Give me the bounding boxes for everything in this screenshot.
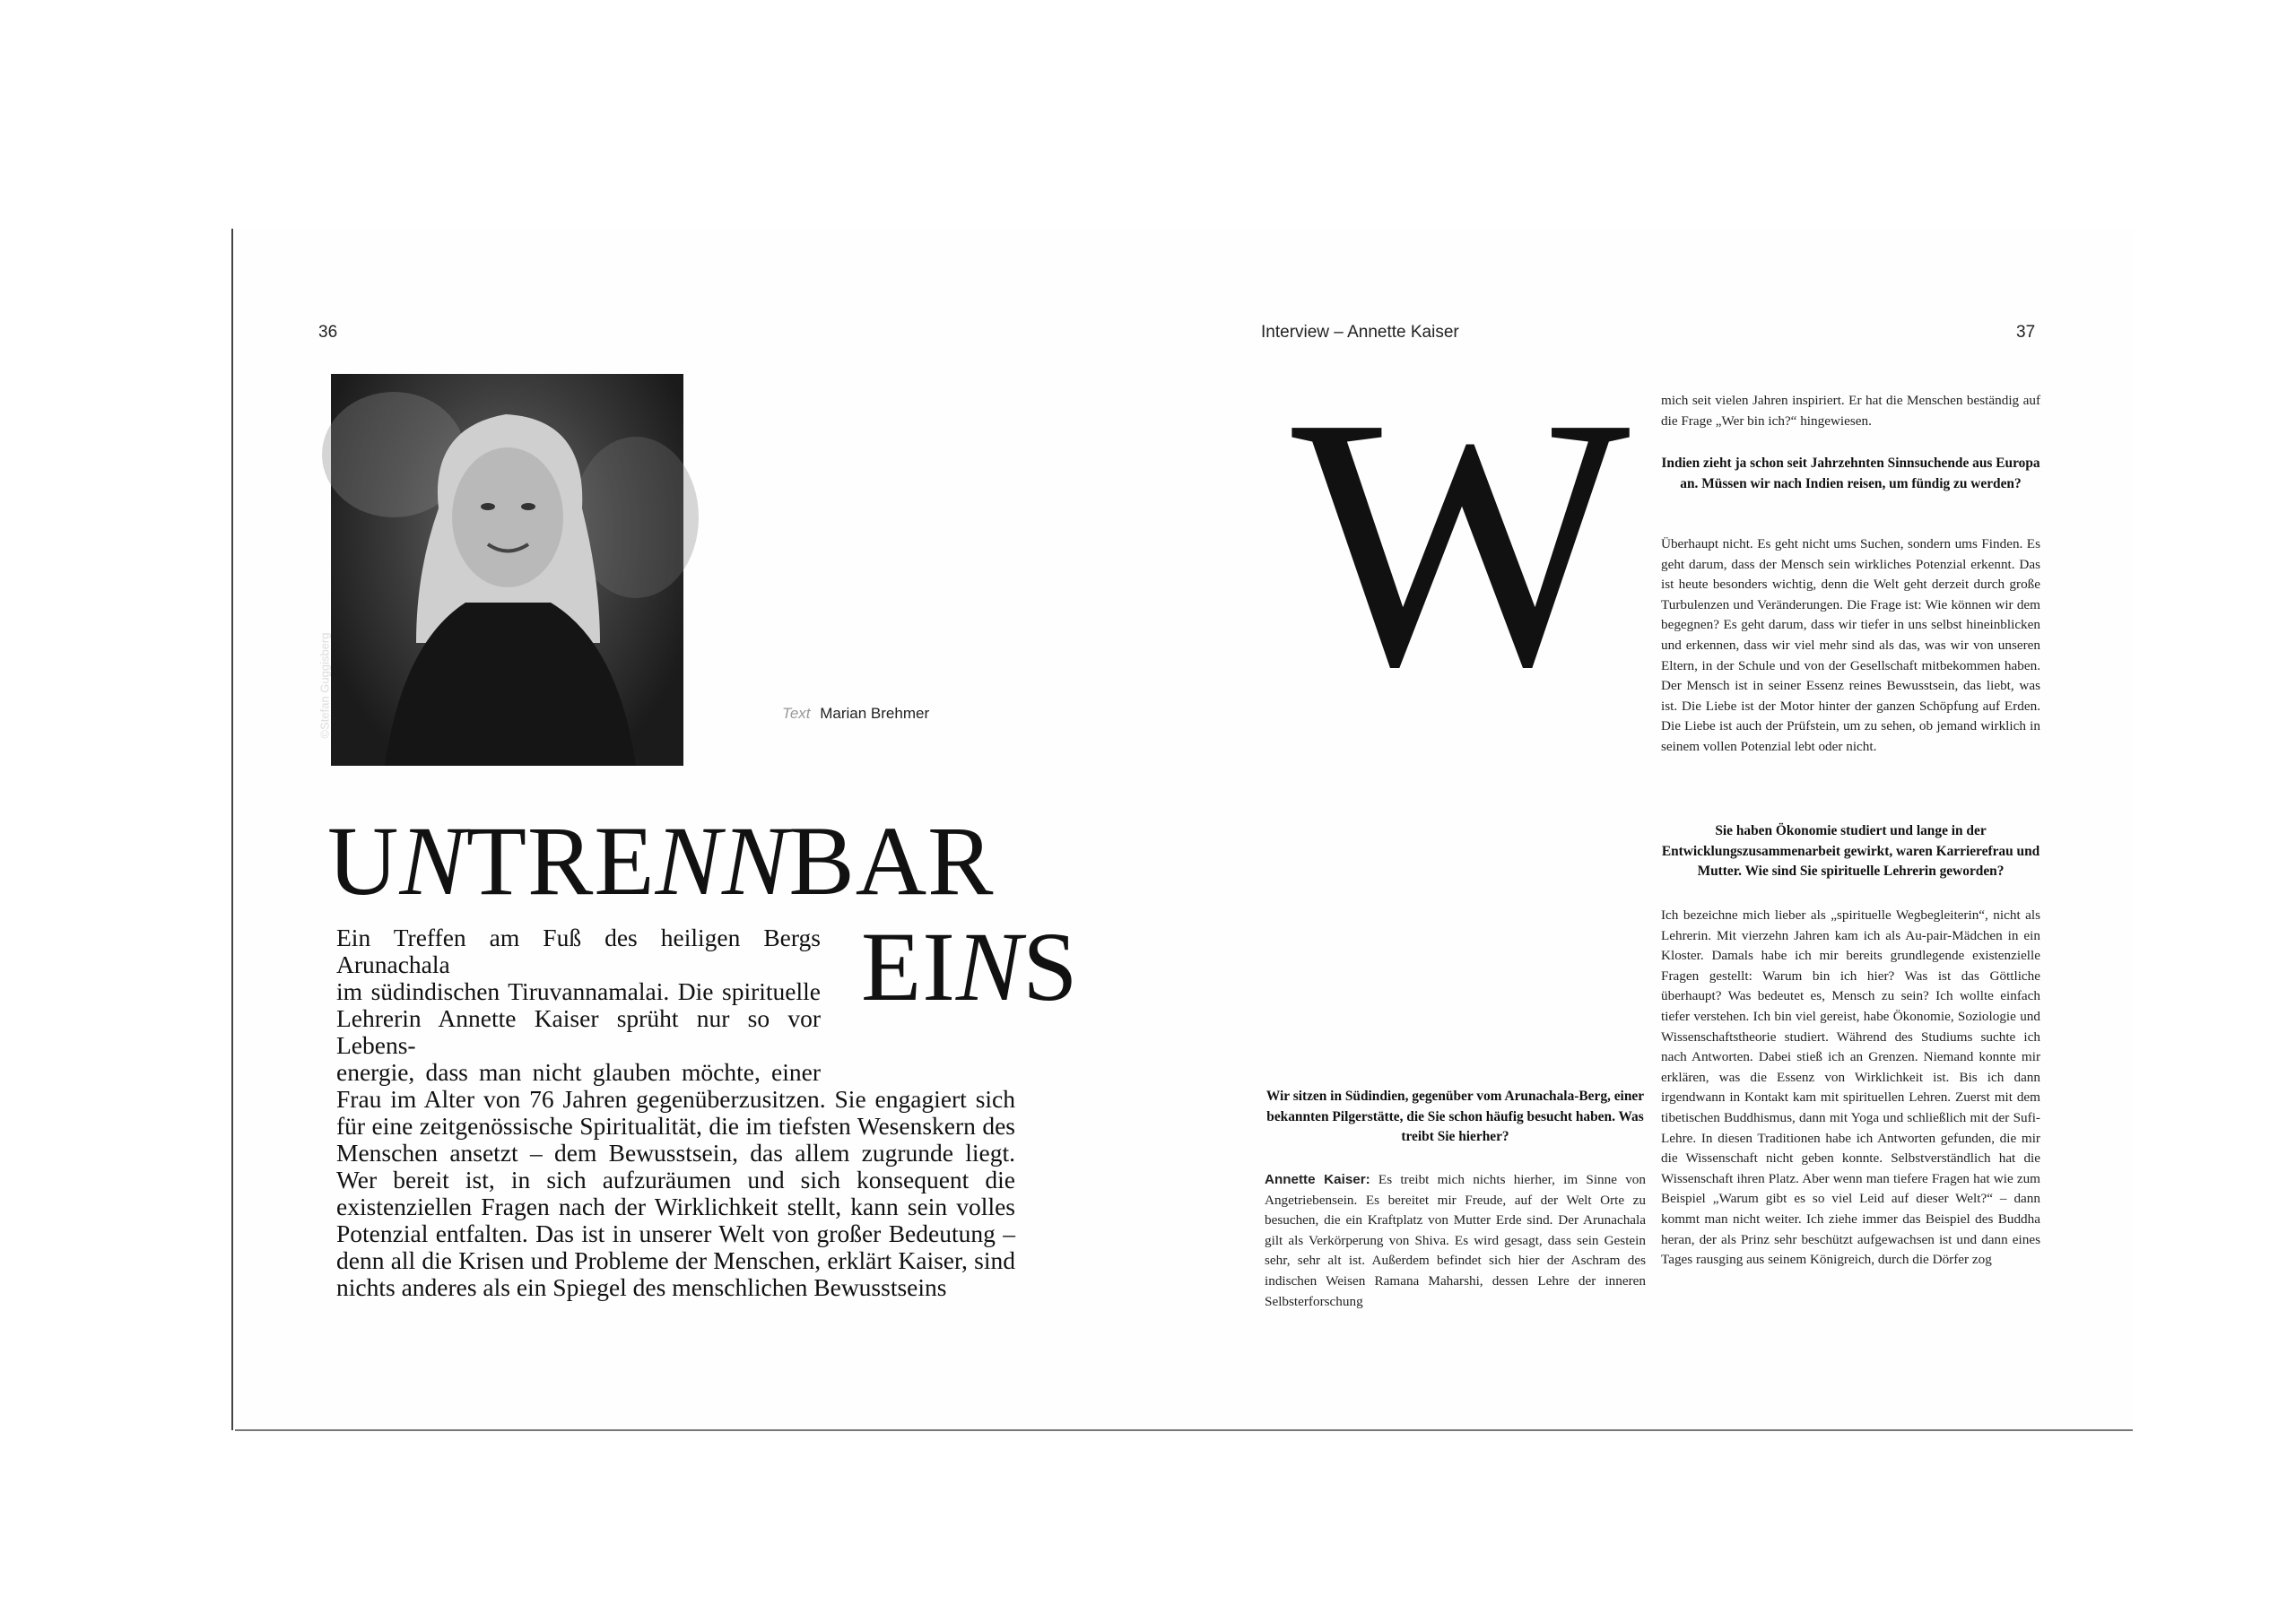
question-1: Wir sitzen in Südindien, gegenüber vom Arunachala-Berg, einer bekannten Pilgerstätte, die Sie schon häufig besucht haben. Was treibt Sie hierher? bbox=[1265, 1089, 1645, 1145]
answer-3: Ich bezeichne mich lieber als „spirituelle Wegbegleiterin“, nicht als Lehrerin. Mit vierzehn Jahren kam ich als Au-pair-Mädchen in ein Kloster. Damals habe ich mir bereits grundlegende existenzielle Fragen gestellt: Warum bin ich hier? Was ist das Göttliche überhaupt? Was bedeutet es, Mensch zu sein? Ich wollte einfach tiefer verstehen. Ich bin viel gereist, habe Ökonomie, Soziologie und Wissenschaftstheorie studiert. Während des Studiums suchte ich nach Antworten. Dabei stieß ich an Grenzen. Niemand konnte mir erklären, was die Essenz von Wirklichkeit ist. Bis ich dann irgendwann in Kontakt kam mit spirituellen Lehren. Zuerst mit dem tibetischen Buddhismus, dann mit Yoga und schließlich mit der Sufi-Lehre. In diesen Traditionen habe ich Antworten gefunden, die mir die Wissenschaft nicht geben konnte. Selbstverständlich hat die Wissenschaft ihren Platz. Aber wenn man tiefere Fragen hat wie zum Beispiel „Warum gibt es so viel Leid auf dieser Welt?“ – dann kommt man nicht weiter. Ich ziehe immer das Beispiel des Buddha heran, der als Prinz sehr beschützt aufgewachsen ist und dann eines Tages rausging aus seinem Königreich, durch die Dörfer zog bbox=[1661, 907, 2040, 1268]
page-edge bbox=[231, 229, 233, 1430]
lead-line: im südindischen Tiruvannamalai. Die spirituelle bbox=[336, 977, 821, 1005]
byline bbox=[782, 705, 929, 723]
portrait-illustration bbox=[331, 374, 683, 766]
page-number-left: 36 bbox=[318, 323, 338, 342]
page-number-right: 37 bbox=[2016, 323, 2036, 342]
answer-2: Überhaupt nicht. Es geht nicht ums Suchen, sondern ums Finden. Es geht darum, dass der Mensch sein wirkliches Potenzial erkennt. Das ist heute besonders wichtig, denn die Welt geht derzeit durch große Turbulenzen und Veränderungen. Die Frage ist: Wie können wir dem begegnen? Es geht darum, dass wir tiefer in uns selbst hineinblicken und erkennen, dass wir viel mehr sind als das, was wir von unseren Eltern, in der Schule und von der Gesellschaft mitbekommen haben. Der Mensch ist in seiner Essenz reines Bewusstsein, das liebt, was ist. Die Liebe ist der Motor hinter der ganzen Schöpfung auf Erden. Die Liebe ist auch der Prüfstein, um zu sehen, ob jemand wirklich in seinem vollen Potenzial lebt oder nicht. bbox=[1661, 536, 2040, 754]
byline-author: Marian Brehmer bbox=[820, 705, 930, 722]
answer-1: Annette Kaiser: Es treibt mich nichts hierher, im Sinne von Angetriebensein. Es bereitet mir Freude, auf der Welt Orte zu besuchen, die ein Kraftplatz von Mutter Erde sind. Der Arunachala gilt als Verkörperung von Shiva. Es wird gesagt, dass sein Gestein sehr, sehr alt ist. Außerdem befindet sich hier der Aschram des indischen Weisen Ramana Maharshi, dessen Lehre der inneren Selbsterforschung bbox=[1265, 1172, 1646, 1309]
drop-cap: W bbox=[1292, 343, 1631, 741]
portrait-photo bbox=[317, 374, 683, 766]
page-bottom-edge bbox=[235, 1429, 2133, 1431]
answer-1-continued: mich seit vielen Jahren inspiriert. Er hat die Menschen beständig auf die Frage „Wer bin ich?“ hingewiesen. bbox=[1661, 393, 2040, 429]
lead-paragraph bbox=[336, 924, 1015, 1301]
photo-credit: ©Stefan Guggisberg bbox=[317, 632, 332, 739]
article-title-line2: EINS bbox=[861, 912, 1079, 1021]
question-3: Sie haben Ökonomie studiert und lange in der Entwicklungszusammenarbeit gewirkt, waren Karrierefrau und Mutter. Wie sind Sie spirituelle Lehrerin geworden? bbox=[1661, 823, 2040, 880]
lead-line: energie, dass man nicht glauben möchte, einer bbox=[336, 1058, 821, 1086]
lead-line: Lehrerin Annette Kaiser sprüht nur so vor Lebens- bbox=[336, 1004, 821, 1059]
article-title-line1: UNTRENNBAR bbox=[327, 806, 995, 916]
speaker-label: Annette Kaiser: bbox=[1265, 1172, 1370, 1187]
running-header: Interview – Annette Kaiser bbox=[1261, 323, 1459, 342]
question-2: Indien zieht ja schon seit Jahrzehnten Sinnsuchende aus Europa an. Müssen wir nach Indien reisen, um fündig zu werden? bbox=[1661, 456, 2040, 491]
byline-label: Text bbox=[782, 705, 811, 722]
lead-text: Frau im Alter von 76 Jahren gegenüberzusitzen. Sie engagiert sich für eine zeitgenössische Spiritualität, die im tiefsten Wesenskern des Menschen ansetzt – dem Bewusstsein, das allem zugrunde liegt. Wer bereit ist, in sich aufzuräumen und sich konsequent die existenziellen Fragen nach der Wirklichkeit stellt, kann sein volles Potenzial entfalten. Das ist in unserer Welt von großer Bedeutung – denn all die Krisen und Probleme der Menschen, erklärt Kaiser, sind nichts anderes als ein Spiegel des menschlichen Bewusstseins bbox=[336, 1085, 1015, 1301]
lead-line: Ein Treffen am Fuß des heiligen Bergs Arunachala bbox=[336, 924, 821, 978]
